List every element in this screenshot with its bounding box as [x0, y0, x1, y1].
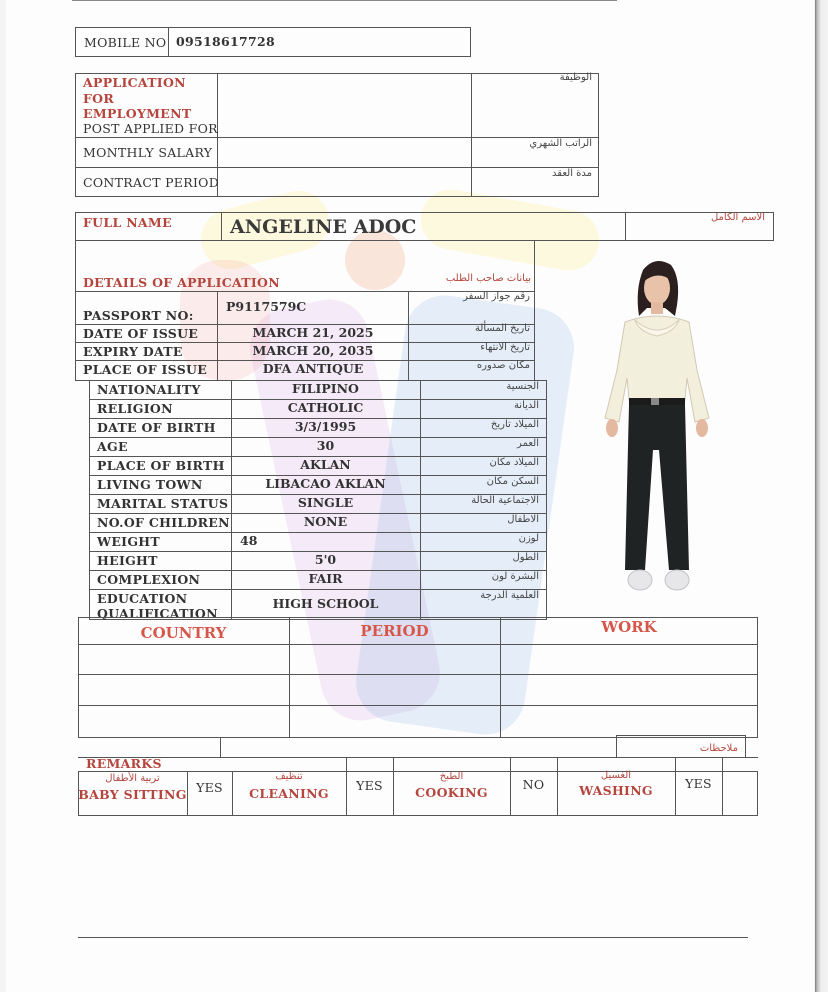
applicant-photo [585, 250, 735, 610]
personal-label: RELIGION [97, 401, 173, 416]
personal-ar: الميلاد تاريخ [490, 419, 539, 430]
post-applied-ar: الوظيفة [559, 72, 592, 83]
monthly-salary-label: MONTHLY SALARY [83, 145, 213, 160]
personal-ar: الاجتماعية الحالة [471, 495, 539, 506]
period-header: PERIOD [360, 622, 429, 640]
application-title-line-1: APPLICATION [83, 75, 186, 90]
contract-period-ar: مدة العقد [552, 168, 592, 179]
personal-ar: الميلاد مكان [489, 457, 539, 468]
personal-ar: السكن مكان [486, 476, 539, 487]
details-ar: بيانات صاحب الطلب [445, 273, 531, 284]
personal-label: NO.OF CHILDREN [97, 515, 230, 530]
personal-value: LIBACAO AKLAN [265, 476, 386, 491]
skill-washing-value: YES [685, 776, 712, 791]
passport-ar: رقم جواز السفر [463, 291, 530, 302]
application-title-line-2: FOR [83, 91, 115, 106]
top-cut-line [72, 0, 617, 1]
details-label: DETAILS OF APPLICATION [83, 275, 280, 290]
personal-label: DATE OF BIRTH [97, 420, 216, 435]
personal-label: COMPLEXION [97, 572, 201, 587]
personal-label: NATIONALITY [97, 382, 201, 397]
personal-ar: العمر [517, 438, 539, 449]
personal-ar: الطول [512, 552, 539, 563]
personal-value: 3/3/1995 [294, 419, 357, 434]
personal-value: 48 [240, 533, 258, 548]
contract-period-label: CONTRACT PERIOD [83, 175, 220, 190]
country-header: COUNTRY [140, 624, 227, 642]
expiry-date-value: MARCH 20, 2035 [252, 343, 374, 358]
personal-value: HIGH SCHOOL [272, 596, 379, 611]
passport-label: PASSPORT NO: [83, 308, 194, 323]
personal-label: HEIGHT [97, 553, 158, 568]
personal-ar: العلمية الدرجة [480, 590, 539, 601]
full-name-value: ANGELINE ADOC [230, 216, 417, 238]
personal-label: EDUCATION [97, 591, 188, 606]
skill-baby-sitting-value: YES [196, 780, 223, 795]
work-header: WORK [601, 618, 657, 636]
personal-ar: لوزن [518, 533, 539, 544]
skill-cooking-value: NO [522, 777, 545, 792]
place-of-issue-value: DFA ANTIQUE [262, 361, 364, 376]
passport-value: P9117579C [226, 299, 307, 314]
personal-ar: الديانة [513, 400, 539, 411]
footer-line [78, 937, 748, 938]
personal-value: AKLAN [300, 457, 351, 472]
personal-ar: الاطفال [507, 514, 539, 525]
personal-label: PLACE OF BIRTH [97, 458, 225, 473]
personal-label: WEIGHT [97, 534, 160, 549]
mobile-label: MOBILE NO [84, 35, 167, 50]
personal-value: SINGLE [297, 495, 354, 510]
mobile-value: 09518617728 [176, 34, 275, 49]
issue-date-value: MARCH 21, 2025 [252, 325, 374, 340]
personal-label: QUALIFICATION [97, 606, 218, 621]
personal-ar: الجنسية [506, 381, 539, 392]
full-name-label: FULL NAME [83, 215, 172, 230]
personal-label: MARITAL STATUS [97, 496, 229, 511]
personal-value: CATHOLIC [287, 400, 364, 415]
page-edge-shadow [815, 0, 828, 992]
remarks-label: REMARKS [86, 756, 162, 771]
post-applied-label: POST APPLIED FOR [83, 121, 218, 136]
personal-value: 30 [316, 438, 335, 453]
personal-value: 5'0 [314, 552, 337, 567]
personal-value: FILIPINO [292, 381, 359, 396]
monthly-salary-ar: الراتب الشهري [529, 138, 592, 149]
personal-value: NONE [303, 514, 348, 529]
full-name-ar: الاسم الكامل [710, 212, 765, 223]
personal-label: LIVING TOWN [97, 477, 203, 492]
personal-ar: البشرة لون [491, 571, 539, 582]
remarks-ar: ملاحظات [699, 743, 738, 754]
full-name-box [75, 212, 774, 241]
personal-label: AGE [97, 439, 128, 454]
skill-cleaning-value: YES [356, 778, 383, 793]
personal-value: FAIR [308, 571, 343, 586]
application-title-line-3: EMPLOYMENT [83, 106, 192, 121]
